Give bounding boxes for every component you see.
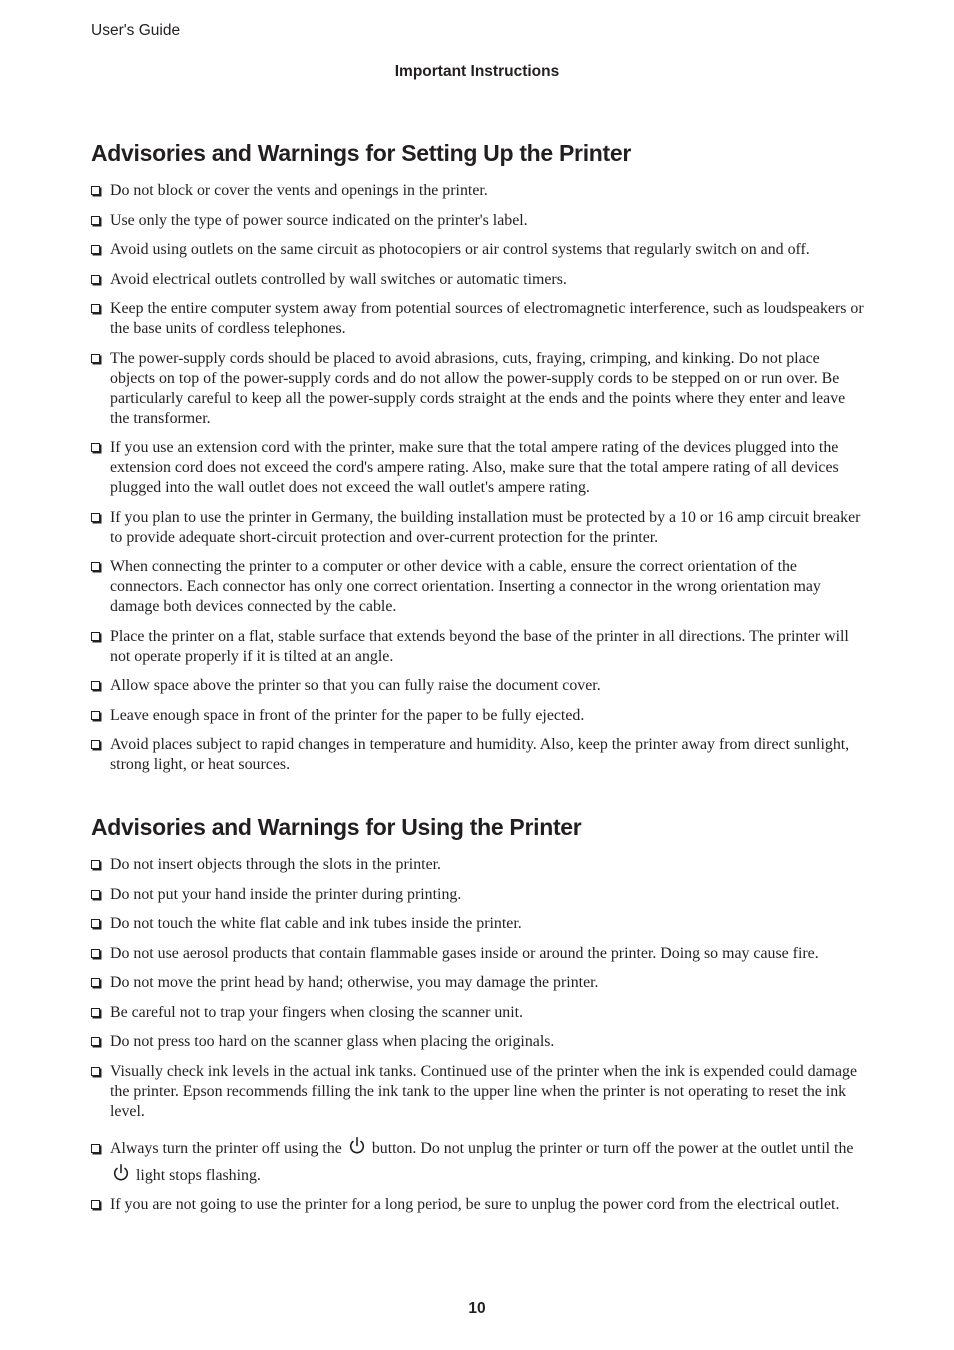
list-item-text: Avoid places subject to rapid changes in temperature and humidity. Also, keep the printer away from direct sunlight, strong light, or heat sources. <box>110 736 850 773</box>
list-item-text: Allow space above the printer so that you can fully raise the document cover. <box>110 677 601 694</box>
list-item-text: Do not put your hand inside the printer during printing. <box>110 885 462 903</box>
checkbox-bullet-icon <box>91 711 100 720</box>
checkbox-bullet-icon <box>91 513 100 522</box>
list-item <box>91 855 866 875</box>
checkbox-bullet-icon <box>91 949 100 958</box>
list-item-text: Keep the entire computer system away from potential sources of electromagnetic interference, such as loudspeakers or the base units of cordless telephones. <box>110 300 864 337</box>
list-item <box>91 973 866 993</box>
list-item <box>91 1032 866 1052</box>
checkbox-bullet-icon <box>91 216 100 225</box>
list-item-text: If you plan to use the printer in Germany, the building installation must be protected by a 10 or 16 amp circuit breaker to provide adequate short-circuit protection and over-current protection for the printer. <box>110 508 861 546</box>
checkbox-bullet-icon <box>91 1067 100 1076</box>
using-section <box>91 812 866 1224</box>
power-icon <box>347 1136 367 1156</box>
list-item-text: The power-supply cords should be placed to avoid abrasions, cuts, fraying, crimping, and kinking. Do not place objects on top of the power-supply cords and do not allow the power-supply cords to be stepped on or run over. Be particularly careful to keep all the power-supply cords straight at the ends and the points where they enter and leave the transformer. <box>110 349 846 427</box>
power-item-text-1: Always turn the printer off using the <box>110 1139 342 1157</box>
list-item-text: If you are not going to use the printer for a long period, be sure to unplug the power cord from the electrical outlet. <box>110 1195 840 1213</box>
list-item-text: Place the printer on a flat, stable surface that extends beyond the base of the printer in all directions. The printer will not operate properly if it is tilted at an angle. <box>110 627 849 665</box>
list-item <box>91 735 866 775</box>
list-item <box>91 438 866 498</box>
checkbox-bullet-icon <box>91 186 100 195</box>
checkbox-bullet-icon <box>91 860 100 869</box>
list-item <box>91 676 866 696</box>
list-item-text: Be careful not to trap your fingers when closing the scanner unit. <box>110 1003 524 1021</box>
checkbox-bullet-icon <box>91 890 100 899</box>
checkbox-bullet-icon <box>91 919 100 928</box>
list-item <box>91 211 866 231</box>
list-item <box>91 240 866 260</box>
list-item-text: When connecting the printer to a computer or other device with a cable, ensure the correct orientation of the connectors. Each connector has only one correct orientation. Inserting a connector in the wrong orientation may damage both devices connected by the cable. <box>110 558 821 615</box>
list-item <box>91 1195 866 1215</box>
list-item <box>91 1003 866 1023</box>
list-item <box>91 181 866 201</box>
setup-section-title: Advisories and Warnings for Setting Up the Printer <box>91 140 632 166</box>
setup-advisory-list <box>91 181 866 775</box>
chapter-title: Important Instructions <box>394 63 560 80</box>
checkbox-bullet-icon <box>91 978 100 987</box>
checkbox-bullet-icon <box>91 443 100 452</box>
list-item-text: Do not block or cover the vents and openings in the printer. <box>110 182 488 199</box>
list-item-text: Use only the type of power source indicated on the printer's label. <box>110 211 528 229</box>
list-item <box>91 1135 866 1189</box>
list-item <box>91 706 866 726</box>
setup-section <box>91 138 866 785</box>
checkbox-bullet-icon <box>91 245 100 254</box>
list-item <box>91 914 866 934</box>
power-item-text-2: button. Do not unplug the printer or turn off the power at the outlet until the <box>371 1139 854 1157</box>
list-item-text: Do not use aerosol products that contain flammable gases inside or around the printer. Doing so may cause fire. <box>110 944 819 962</box>
list-item <box>91 299 866 339</box>
list-item-text: If you use an extension cord with the printer, make sure that the total ampere rating of the devices plugged into the extension cord does not exceed the cord's ampere rating. Also, make sure that the total ampere rating of all devices plugged into the wall outlet does not exceed the wall outlet's ampere rating. <box>110 439 839 496</box>
checkbox-bullet-icon <box>91 304 100 313</box>
guide-title: User's Guide <box>91 22 181 39</box>
checkbox-bullet-icon <box>91 1144 100 1153</box>
list-item-text: Visually check ink levels in the actual ink tanks. Continued use of the printer when the ink is expended could damage the printer. Epson recommends filling the ink tank to the upper line when the printer is not operating to reset the ink level. <box>110 1062 858 1120</box>
list-item <box>91 349 866 429</box>
list-item-text: Do not move the print head by hand; otherwise, you may damage the printer. <box>110 974 599 991</box>
checkbox-bullet-icon <box>91 681 100 690</box>
checkbox-bullet-icon <box>91 275 100 284</box>
list-item-text: Do not insert objects through the slots in the printer. <box>110 856 442 873</box>
checkbox-bullet-icon <box>91 1037 100 1046</box>
list-item-text: Do not press too hard on the scanner glass when placing the originals. <box>110 1033 555 1050</box>
power-item-text-3: light stops flashing. <box>135 1166 261 1184</box>
list-item <box>91 885 866 905</box>
list-item <box>91 557 866 617</box>
list-item-text: Avoid electrical outlets controlled by wall switches or automatic timers. <box>110 270 567 288</box>
checkbox-bullet-icon <box>91 354 100 363</box>
list-item <box>91 627 866 667</box>
page-number: 10 <box>468 1300 486 1317</box>
using-section-title: Advisories and Warnings for Using the Printer <box>91 814 582 840</box>
using-advisory-list <box>91 855 866 1215</box>
list-item <box>91 270 866 290</box>
checkbox-bullet-icon <box>91 632 100 641</box>
list-item-text: Leave enough space in front of the printer for the paper to be fully ejected. <box>110 706 585 724</box>
power-icon <box>111 1163 131 1183</box>
checkbox-bullet-icon <box>91 1200 100 1209</box>
checkbox-bullet-icon <box>91 562 100 571</box>
list-item <box>91 508 866 548</box>
list-item <box>91 1062 866 1122</box>
checkbox-bullet-icon <box>91 740 100 749</box>
list-item-text: Do not touch the white flat cable and ink tubes inside the printer. <box>110 915 522 932</box>
list-item <box>91 944 866 964</box>
checkbox-bullet-icon <box>91 1008 100 1017</box>
list-item-text: Avoid using outlets on the same circuit as photocopiers or air control systems that regularly switch on and off. <box>110 241 810 258</box>
